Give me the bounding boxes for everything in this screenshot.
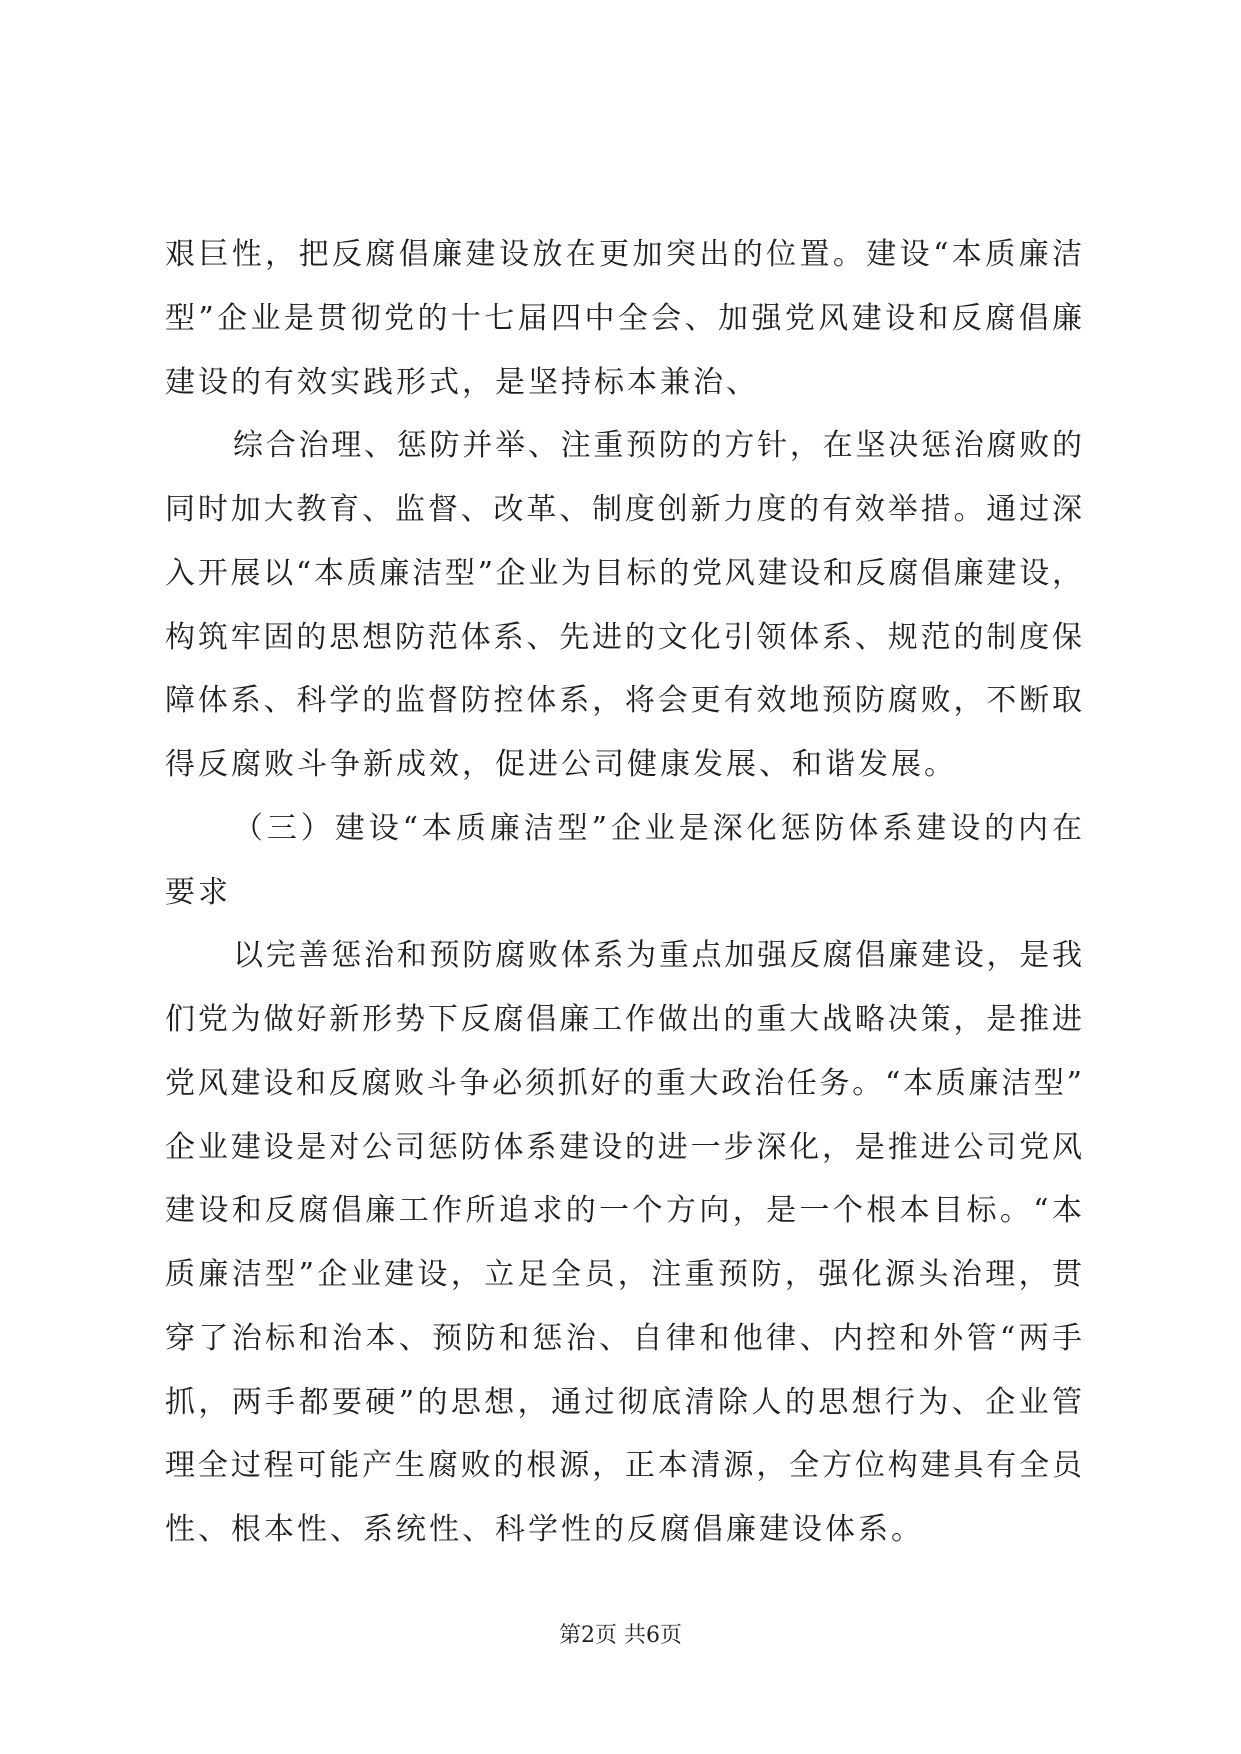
text-line: 综合治理、惩防并举、注重预防的方针，在坚决惩治腐败的 (233, 428, 1082, 464)
page-footer: 第2页 共6页 (559, 1623, 682, 1648)
body-text (165, 223, 1082, 1562)
text-line: 建设的有效实践形式，是坚持标本兼治、 (165, 364, 759, 400)
text-line: 艰巨性，把反腐倡廉建设放在更加突出的位置。建设“本质廉洁 (165, 237, 1082, 272)
text-line: 建设和反腐倡廉工作所追求的一个方向，是一个根本目标。“本 (165, 1193, 1082, 1229)
section-heading: 要求 (165, 874, 231, 910)
text-line: 以完善惩治和预防腐败体系为重点加强反腐倡廉建设，是我 (233, 938, 1082, 974)
text-line: 穿了治标和治本、预防和惩治、自律和他律、内控和外管“两手 (165, 1320, 1082, 1356)
text-line: 企业建设是对公司惩防体系建设的进一步深化，是推进公司党风 (165, 1129, 1082, 1165)
text-line: 同时加大教育、监督、改革、制度创新力度的有效举措。通过深 (165, 492, 1082, 527)
text-line: 入开展以“本质廉洁型”企业为目标的党风建设和反腐倡廉建设， (165, 555, 1082, 591)
text-line: 得反腐败斗争新成效，促进公司健康发展、和谐发展。 (165, 747, 957, 782)
text-line: 构筑牢固的思想防范体系、先进的文化引领体系、规范的制度保 (165, 619, 1082, 655)
text-line: 型”企业是贯彻党的十七届四中全会、加强党风建设和反腐倡廉 (165, 300, 1082, 336)
text-line: 质廉洁型”企业建设，立足全员，注重预防，强化源头治理，贯 (165, 1257, 1082, 1292)
text-line: 性、根本性、系统性、科学性的反腐倡廉建设体系。 (165, 1512, 924, 1547)
text-line: 障体系、科学的监督防控体系，将会更有效地预防腐败，不断取 (165, 683, 1082, 719)
section-heading: （三）建设“本质廉洁型”企业是深化惩防体系建设的内在 (233, 810, 1082, 846)
text-line: 们党为做好新形势下反腐倡廉工作做出的重大战略决策，是推进 (165, 1002, 1082, 1037)
text-line: 理全过程可能产生腐败的根源，正本清源，全方位构建具有全员 (165, 1448, 1082, 1484)
text-line: 抓，两手都要硬”的思想，通过彻底清除人的思想行为、企业管 (165, 1384, 1082, 1420)
text-line: 党风建设和反腐败斗争必须抓好的重大政治任务。“本质廉洁型” (165, 1065, 1082, 1101)
